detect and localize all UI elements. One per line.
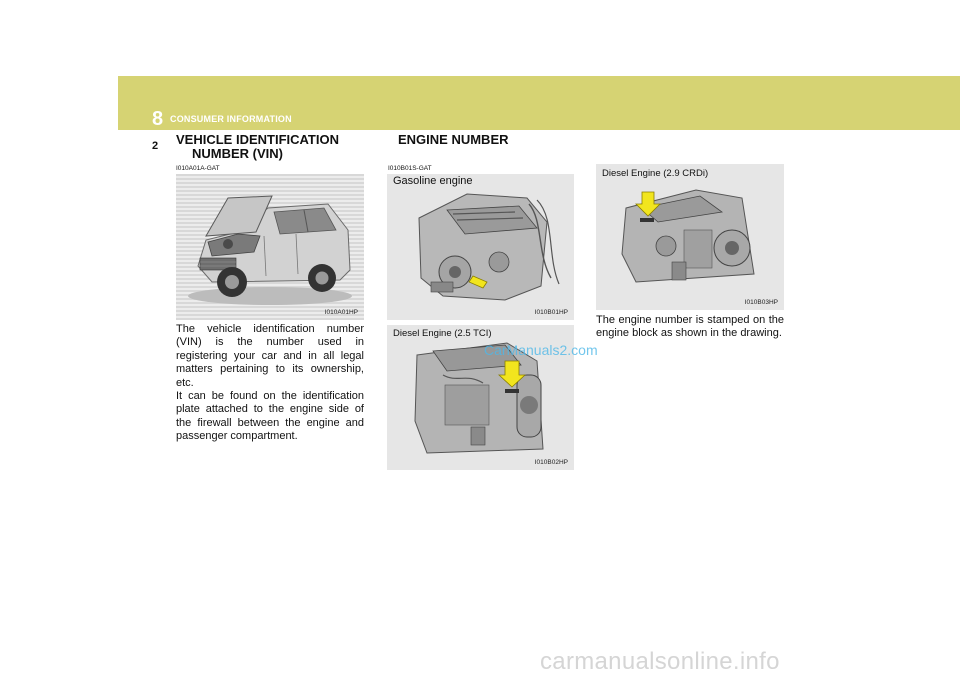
vin-title-line2: NUMBER (VIN) (192, 146, 283, 161)
vehicle-illustration (176, 174, 364, 320)
chapter-title: CONSUMER INFORMATION (170, 114, 292, 124)
chapter-number: 8 (152, 108, 164, 130)
engine-description: The engine number is stamped on the engine block as shown in the drawing. (596, 314, 784, 340)
watermark: CarManuals2.com (484, 342, 598, 358)
gasoline-engine-illustration (387, 174, 574, 320)
diesel-crdi-engine-code: I010B03HP (744, 299, 778, 306)
gasoline-engine-code: I010B01HP (534, 309, 568, 316)
vin-paragraph-2: It can be found on the identification plate attached to the engine side of the firewall between the engine and passenger compartment. (176, 390, 364, 443)
vehicle-figure (176, 174, 364, 320)
diesel-tci-engine-label: Diesel Engine (2.5 TCI) (393, 328, 492, 339)
vin-section-title (176, 133, 339, 161)
vin-section-code: I010A01A-GAT (176, 165, 220, 172)
vin-description (176, 323, 364, 444)
vin-paragraph-1: The vehicle identification number (VIN) is the number used in registering your car and in all legal matters pertaining to its ownership, etc. (176, 323, 364, 389)
vehicle-figure-code: I010A01HP (324, 309, 358, 316)
gasoline-engine-label: Gasoline engine (393, 175, 473, 187)
footer-site: carmanualsonline.info (540, 648, 780, 675)
page-number: 2 (152, 140, 159, 152)
diesel-crdi-engine-figure (596, 164, 784, 310)
diesel-crdi-engine-illustration (596, 164, 784, 310)
diesel-tci-engine-code: I010B02HP (534, 459, 568, 466)
vin-title-line1: VEHICLE IDENTIFICATION (176, 132, 339, 147)
engine-section-code: I010B01S-GAT (388, 165, 432, 172)
diesel-crdi-engine-label: Diesel Engine (2.9 CRDi) (602, 168, 709, 179)
gasoline-engine-figure (387, 174, 574, 320)
engine-section-title: ENGINE NUMBER (398, 132, 509, 147)
